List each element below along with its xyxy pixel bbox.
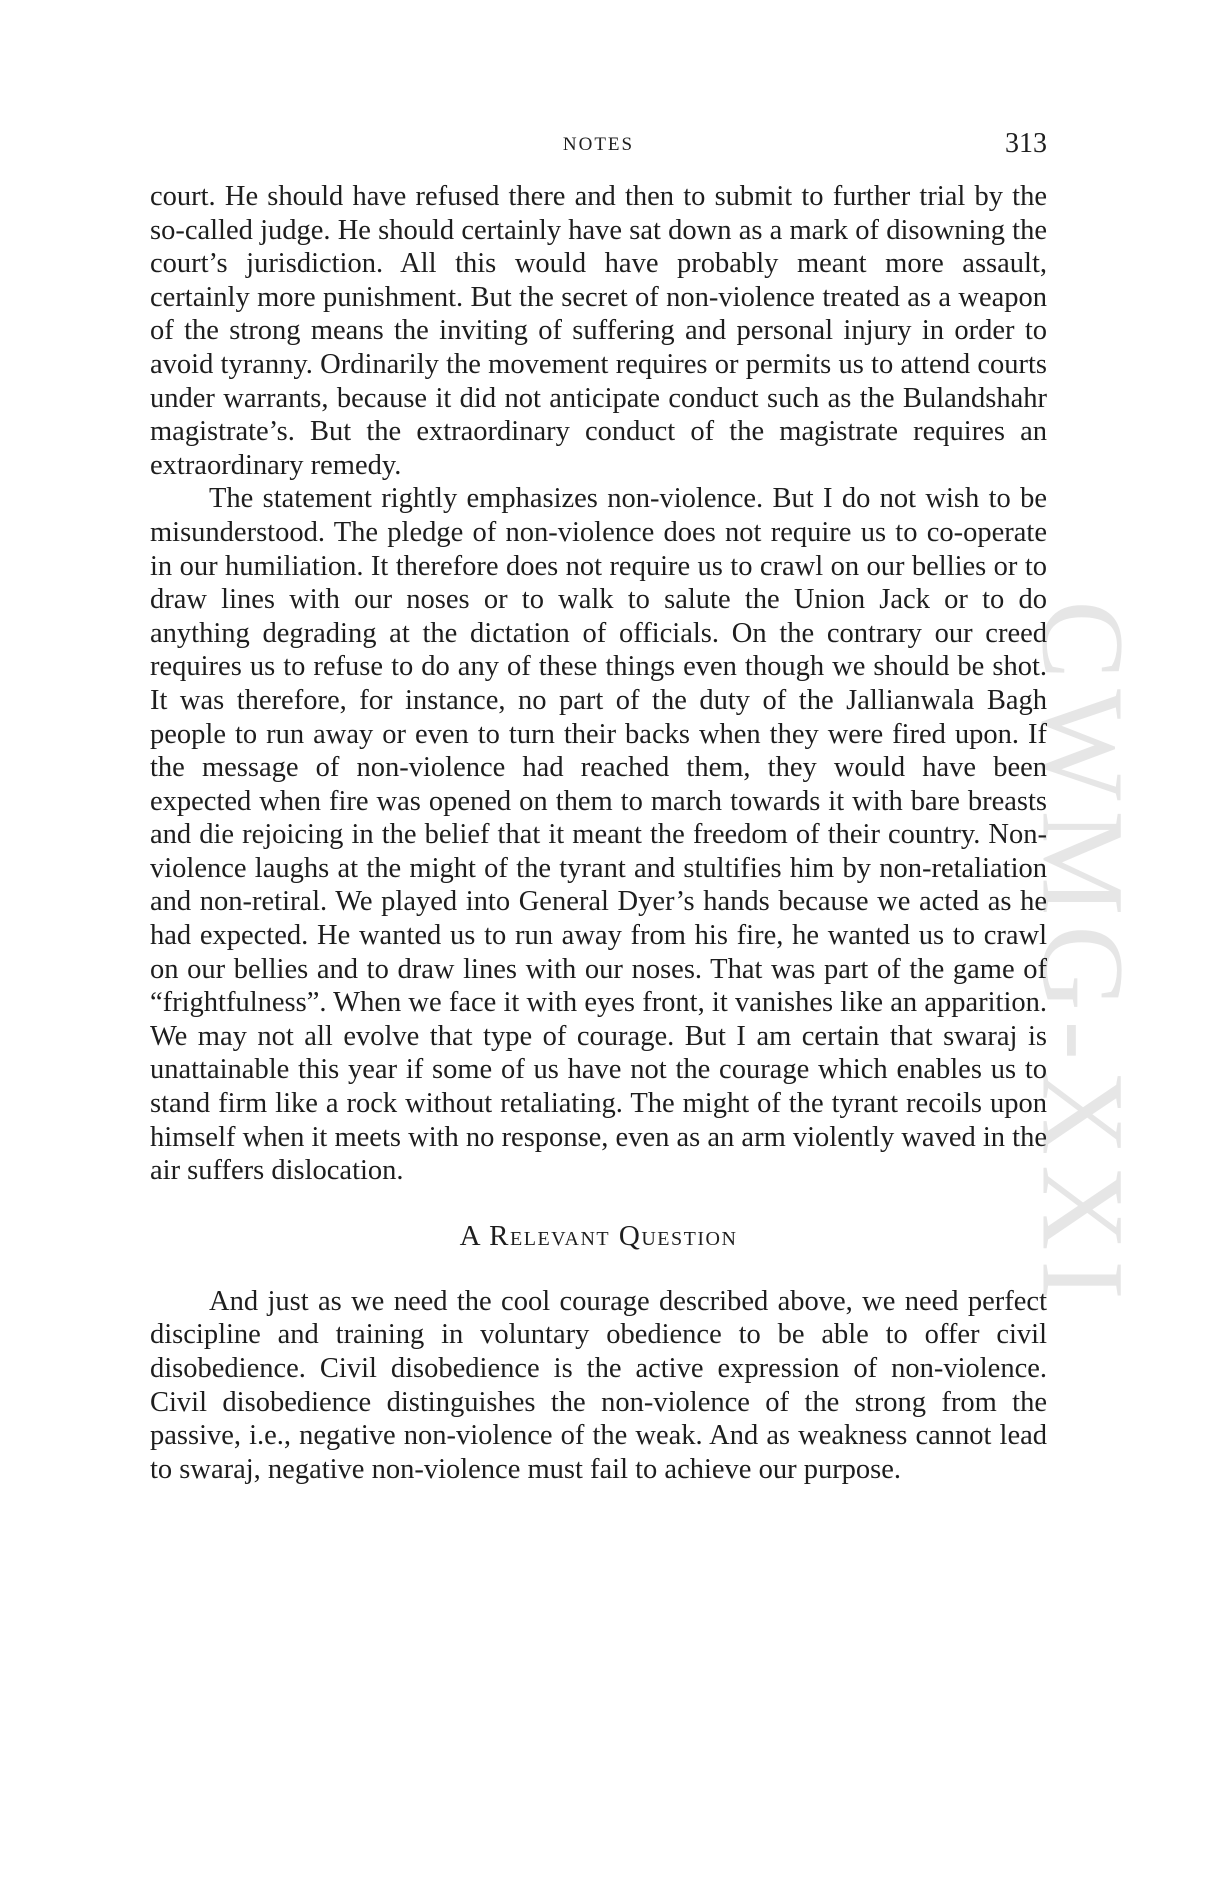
body-text [150,180,1047,1486]
page-number: 313 [1005,128,1047,159]
page [150,128,1047,1486]
running-head [150,128,1047,164]
paragraph-continued: court. He should have refused there and then to submit to further trial by the so-called judge. He should certainly have sat down as a mark of disowning the court’s jurisdiction. All this would have probably meant more assault, certainly more punishment. But the secret of non-violence treated as a weapon of the strong means the inviting of suffering and personal injury in order to avoid tyranny. Ordinarily the movement requires or permits us to attend courts under warrants, because it did not anticipate conduct such as the Bulandshahr magistrate’s. But the extraordinary conduct of the magistrate requires an extraordinary remedy. [150,181,1047,481]
paragraph-statement: The statement rightly emphasizes non-violence. But I do not wish to be misunderstood. The pledge of non-violence does not require us to co-operate in our humiliation. It therefore does not require us to crawl on our bellies or to draw lines with our noses or to walk to salute the Union Jack or to do anything degrading at the dictation of officials. On the contrary our creed requires us to refuse to do any of these things even though we should be shot. It was therefore, for instance, no part of the duty of the Jallianwala Bagh people to run away or even to turn their backs when they were fired upon. If the message of non-violence had reached them, they would have been expected when fire was opened on them to march towards it with bare breasts and die rejoicing in the belief that it meant the freedom of their country. Non-violence laughs at the might of the tyrant and stultifies him by non-retaliation and non-retiral. We played into General Dyer’s hands because we acted as he had expected. He wanted us to run away from his fire, he wanted us to crawl on our bellies and to draw lines with our noses. That was part of the game of “frightfulness”. When we face it with eyes front, it vanishes like an apparition. We may not all evolve that type of courage. But I am certain that swaraj is unattainable this year if some of us have not the courage which enables us to stand firm like a rock without retaliating. The might of the tyrant recoils upon himself when it meets with no response, even as an arm violently waved in the air suffers dislocation. [150,483,1047,1187]
section-heading: A Relevant Question [459,1219,738,1252]
paragraph-relevant-question: And just as we need the cool courage described above, we need perfect discipline and training in voluntary obedience to be able to offer civil disobedience. Civil disobedience is the active expression of non-violence. Civil disobedience distinguishes the non-violence of the strong from the passive, i.e., negative non-violence of the weak. And as weakness cannot lead to swaraj, negative non-violence must fail to achieve our purpose. [150,1285,1047,1485]
running-title: NOTES [562,134,635,155]
watermark-text: CWMG-XXI [1018,600,1149,1310]
